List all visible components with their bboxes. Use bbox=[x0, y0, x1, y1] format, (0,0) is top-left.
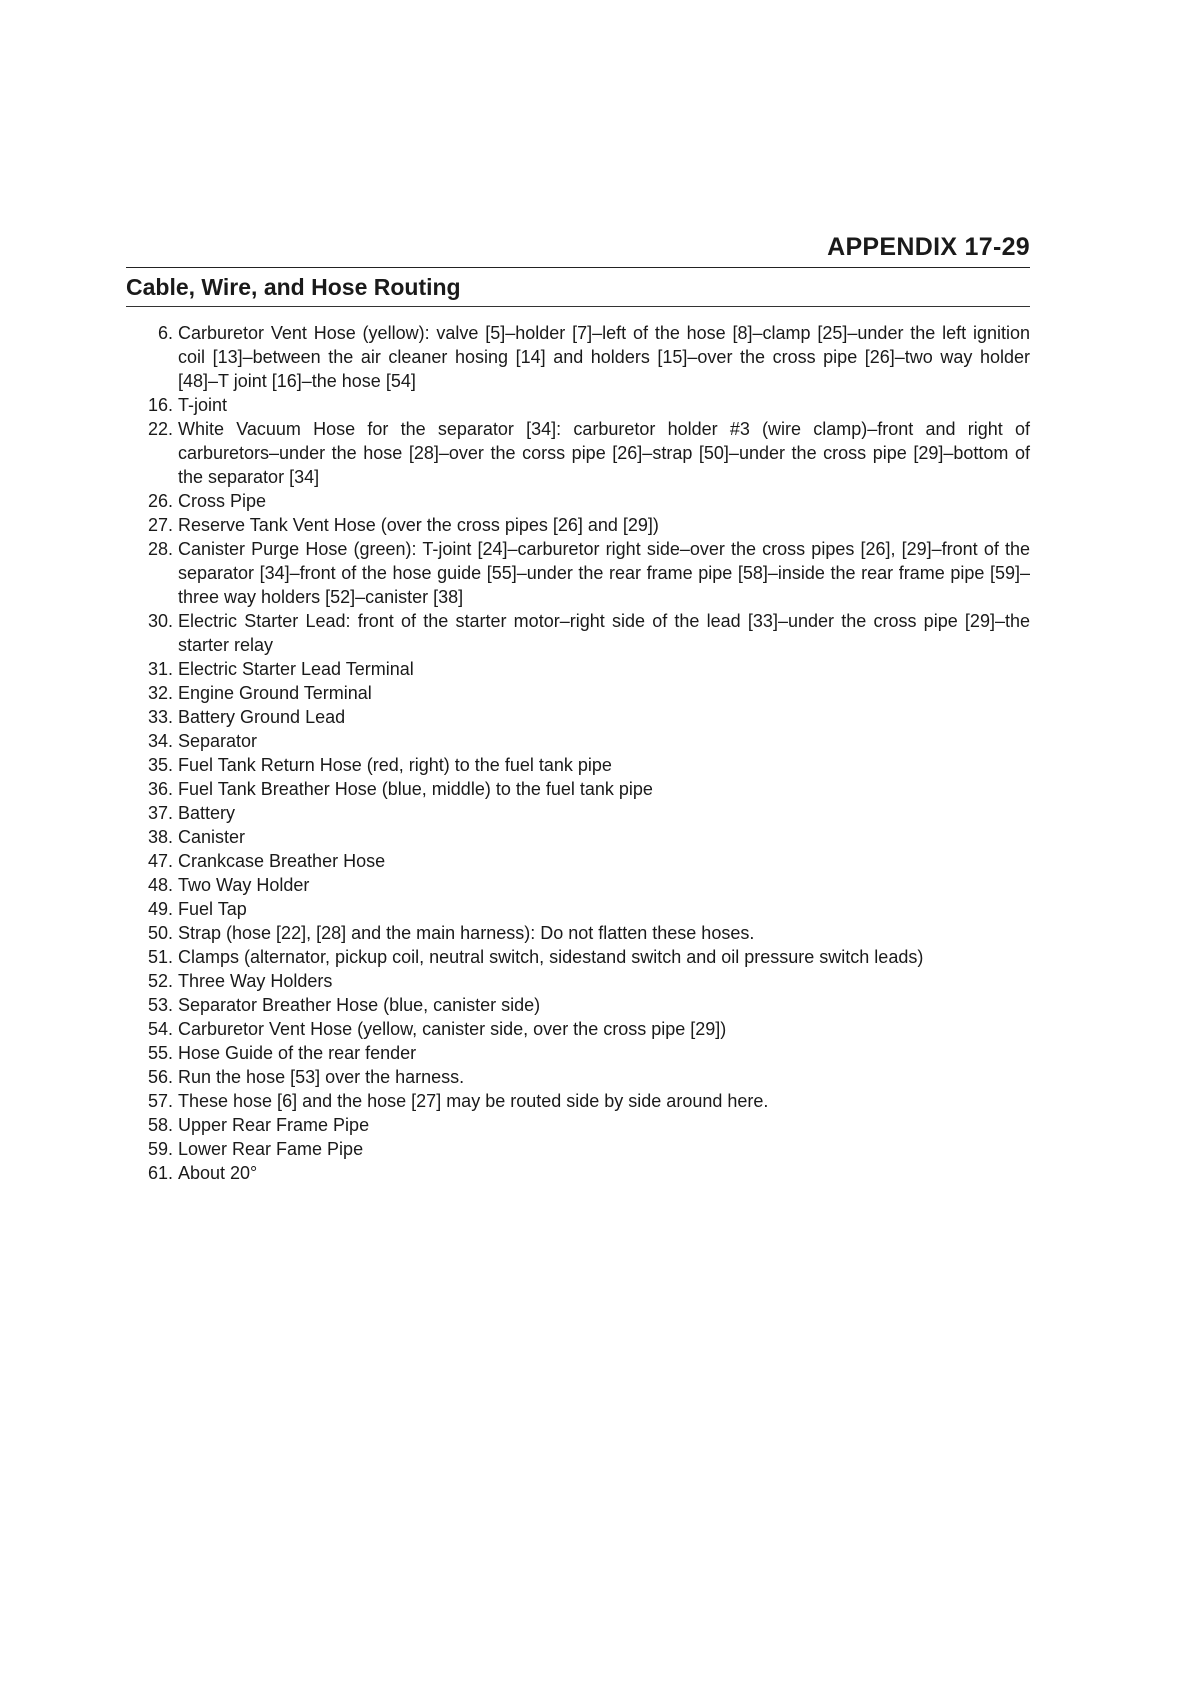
legend-item-number: 52. bbox=[147, 971, 173, 991]
legend-item-number: 31. bbox=[147, 659, 173, 679]
legend-item-text: Upper Rear Frame Pipe bbox=[178, 1115, 370, 1135]
legend-item-number: 47. bbox=[147, 851, 173, 871]
legend-item-text: Fuel Tank Breather Hose (blue, middle) to the fuel tank pipe bbox=[178, 779, 653, 799]
legend-item-number: 48. bbox=[147, 875, 173, 895]
legend-item bbox=[126, 777, 1030, 801]
header-rule-bottom bbox=[126, 306, 1030, 307]
legend-item-text: These hose [6] and the hose [27] may be routed side by side around here. bbox=[178, 1091, 769, 1111]
legend-item-number: 54. bbox=[147, 1019, 173, 1039]
legend-item-number: 57. bbox=[147, 1091, 173, 1111]
legend-item-text: Canister Purge Hose (green): T-joint [24]–carburetor right side–over the cross pipes [26], [29]–front of the separator [34]–front of the hose guide [55]–under the rear frame pipe [58]–inside the rear frame pipe [59]–three way holders [52]–canister [38] bbox=[178, 539, 1030, 607]
legend-item-text: Electric Starter Lead: front of the starter motor–right side of the lead [33]–under the cross pipe [29]–the starter relay bbox=[178, 611, 1030, 655]
legend-item-text: T-joint bbox=[178, 395, 228, 415]
legend-item-text: Carburetor Vent Hose (yellow): valve [5]–holder [7]–left of the hose [8]–clamp [25]–under the left ignition coil [13]–between the air cleaner hosing [14] and holders [15]–over the cross pipe [26]–two way holder [48]–T joint [16]–the hose [54] bbox=[178, 323, 1030, 391]
legend-item bbox=[126, 849, 1030, 873]
legend-item-number: 50. bbox=[147, 923, 173, 943]
legend-item bbox=[126, 393, 1030, 417]
legend-item-number: 33. bbox=[147, 707, 173, 727]
legend-item-number: 37. bbox=[147, 803, 173, 823]
legend-item-text: Fuel Tank Return Hose (red, right) to the fuel tank pipe bbox=[178, 755, 612, 775]
legend-item-text: Lower Rear Fame Pipe bbox=[178, 1139, 364, 1159]
legend-item-number: 49. bbox=[147, 899, 173, 919]
legend-item-text: Separator Breather Hose (blue, canister side) bbox=[178, 995, 541, 1015]
legend-item-number: 35. bbox=[147, 755, 173, 775]
legend-item-number: 27. bbox=[147, 515, 173, 535]
legend-item bbox=[126, 657, 1030, 681]
legend-item bbox=[126, 825, 1030, 849]
legend-item-text: Battery bbox=[178, 803, 236, 823]
legend-item-text: Electric Starter Lead Terminal bbox=[178, 659, 414, 679]
legend-item-number: 26. bbox=[147, 491, 173, 511]
legend-item bbox=[126, 897, 1030, 921]
legend-item-text: Strap (hose [22], [28] and the main harness): Do not flatten these hoses. bbox=[178, 923, 755, 943]
legend-item-number: 32. bbox=[147, 683, 173, 703]
legend-item bbox=[126, 873, 1030, 897]
legend-item bbox=[126, 417, 1030, 489]
legend-item-number: 22. bbox=[147, 419, 173, 439]
legend-item-number: 38. bbox=[147, 827, 173, 847]
legend-item-number: 16. bbox=[147, 395, 173, 415]
legend-item bbox=[126, 1137, 1030, 1161]
legend-item bbox=[126, 1017, 1030, 1041]
legend-item-number: 51. bbox=[147, 947, 173, 967]
legend-item bbox=[126, 681, 1030, 705]
legend-item-number: 55. bbox=[147, 1043, 173, 1063]
appendix-page-number: APPENDIX 17-29 bbox=[827, 233, 1030, 261]
legend-item-number: 59. bbox=[147, 1139, 173, 1159]
section-title: Cable, Wire, and Hose Routing bbox=[126, 274, 461, 300]
legend-item bbox=[126, 1089, 1030, 1113]
legend-item-text: Reserve Tank Vent Hose (over the cross pipes [26] and [29]) bbox=[178, 515, 659, 535]
legend-item-text: About 20° bbox=[178, 1163, 258, 1183]
legend-item-number: 53. bbox=[147, 995, 173, 1015]
legend-item bbox=[126, 753, 1030, 777]
legend-item-text: Carburetor Vent Hose (yellow, canister side, over the cross pipe [29]) bbox=[178, 1019, 727, 1039]
legend-item-text: Three Way Holders bbox=[178, 971, 333, 991]
legend-item-text: Run the hose [53] over the harness. bbox=[178, 1067, 465, 1087]
legend-item-text: Battery Ground Lead bbox=[178, 707, 346, 727]
legend-item bbox=[126, 993, 1030, 1017]
legend-item bbox=[126, 705, 1030, 729]
legend-item-text: Crankcase Breather Hose bbox=[178, 851, 386, 871]
legend-item-text: Separator bbox=[178, 731, 258, 751]
legend-item-text: Hose Guide of the rear fender bbox=[178, 1043, 417, 1063]
legend-item bbox=[126, 729, 1030, 753]
legend-item bbox=[126, 609, 1030, 657]
legend-item-text: Canister bbox=[178, 827, 246, 847]
legend-item bbox=[126, 921, 1030, 945]
legend-item bbox=[126, 1065, 1030, 1089]
legend-item-number: 28. bbox=[147, 539, 173, 559]
legend-item-number: 34. bbox=[147, 731, 173, 751]
legend-item bbox=[126, 537, 1030, 609]
header-rule-top bbox=[126, 267, 1030, 268]
legend-item-text: White Vacuum Hose for the separator [34]: carburetor holder #3 (wire clamp)–front and right of carburetors–under the hose [28]–over the corss pipe [26]–strap [50]–under the cross pipe [29]–bottom of the separator [34] bbox=[178, 419, 1030, 487]
routing-legend-list bbox=[126, 321, 1030, 1185]
legend-item bbox=[126, 1161, 1030, 1185]
legend-item bbox=[126, 321, 1030, 393]
legend-item bbox=[126, 1113, 1030, 1137]
legend-item bbox=[126, 945, 1030, 969]
legend-item bbox=[126, 1041, 1030, 1065]
legend-item-text: Fuel Tap bbox=[178, 899, 247, 919]
legend-item-text: Engine Ground Terminal bbox=[178, 683, 372, 703]
legend-item-text: Cross Pipe bbox=[178, 491, 267, 511]
legend-item bbox=[126, 801, 1030, 825]
legend-item bbox=[126, 489, 1030, 513]
legend-item-text: Clamps (alternator, pickup coil, neutral switch, sidestand switch and oil pressure switch leads) bbox=[178, 947, 924, 967]
legend-item-number: 61. bbox=[147, 1163, 173, 1183]
legend-item bbox=[126, 969, 1030, 993]
legend-item-number: 58. bbox=[147, 1115, 173, 1135]
legend-item-number: 30. bbox=[147, 611, 173, 631]
legend-item bbox=[126, 513, 1030, 537]
legend-item-number: 36. bbox=[147, 779, 173, 799]
legend-item-number: 6. bbox=[157, 323, 173, 343]
legend-item-text: Two Way Holder bbox=[178, 875, 310, 895]
legend-item-number: 56. bbox=[147, 1067, 173, 1087]
